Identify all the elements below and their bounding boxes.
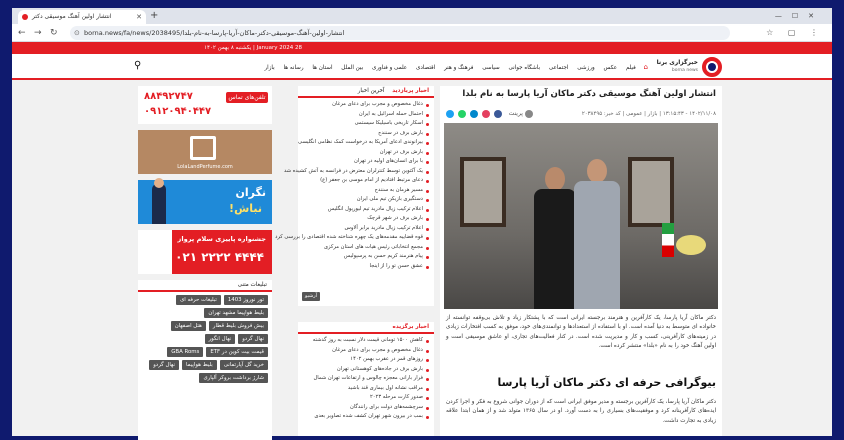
list-item[interactable]: عشق حسن تو را از اینجا (303, 262, 429, 272)
featured-news-box (298, 322, 434, 436)
featured-news-list (298, 334, 434, 422)
article-meta: ۱۴۰۲/۱۱/۰۸ - ۱۳:۱۵:۴۳ | بازار | عمومی | کد خبر: ۲۰۳۸۴۹۵ (581, 111, 716, 117)
instagram-icon[interactable] (482, 110, 490, 118)
insurance-ad-banner[interactable] (138, 180, 272, 224)
list-item[interactable]: بیرانوندی ادعای آمریکا به درخواست کمک نظامی انگلیسی (303, 138, 429, 148)
tab-latest[interactable]: آخرین اخبار (357, 88, 385, 94)
article (440, 86, 722, 436)
article-body: دکتر ماکان آریا پارسا، یک کارآفرین و هنرمند برجسته ایرانی است که با پشتکار زیاد و تلاش بی‌وقفه توانسته از خانواده ای متوسط به دنیا آمده است. او با استفاده از استعدادها و توانمندی‌های خود، موفق به کسب افتخارات زیادی در زمینه‌های کارآفرینی، کسب و کار و مدیریت شده است. در کنار فعالیت‌های تجاری، او عاشق موسیقی است و اولین آهنگ خود را به نام «بلدا» منتشر کرده است. (446, 315, 716, 350)
tour-ad-phone: ۰۲۱ ۲۲۲۲ ۴۴۴۴ (175, 250, 264, 264)
menu-item-film[interactable]: فیلم (625, 65, 636, 71)
list-item[interactable]: یک آکتوین توسط کنترلران معترض در فرانسه به آتش کشیده شد (303, 167, 429, 177)
article-bio-text: دکتر ماکان آریا پارسا، یک کارآفرین برجسته و مدیر موفق ایرانی است که از دوران جوانی شروع به فکر و اجرا کردن ایده‌های کارآفرینانه کرد و موفقیت‌های بسیاری را به دست آورد. او در سال ۱۳۶۵ متولد شد و از همان ابتدا علاقه زیادی به تجارت داشت. (446, 399, 716, 424)
archive-button[interactable]: آرشیو (302, 292, 320, 301)
address-bar (12, 24, 832, 42)
article-title: انتشار اولین آهنگ موسیقی دکتر ماکان آریا پارسا به نام بلدا (462, 89, 716, 99)
menu-item-youth[interactable]: باشگاه جوانی (508, 65, 541, 71)
reload-icon[interactable]: ↻ (50, 28, 58, 38)
text-ads-box (138, 280, 272, 440)
browser-tab[interactable] (18, 10, 146, 24)
tag-link[interactable]: تور نوروز 1403 (224, 295, 268, 305)
logo-mark-icon (702, 57, 722, 77)
list-item[interactable]: پیام هنرمند کریم حسن به پرسپولیس (303, 252, 429, 262)
home-icon[interactable]: ⌂ (643, 63, 648, 71)
site-info-icon[interactable]: ⊙ (74, 29, 80, 37)
tag-link[interactable]: نهال انگور (205, 334, 236, 344)
tab-title: انتشار اولین آهنگ موسیقی دکتر (32, 13, 112, 20)
popular-news-header (298, 86, 434, 98)
airline-logo-icon (138, 230, 172, 274)
back-icon[interactable]: ← (18, 28, 26, 38)
site-logo[interactable] (656, 56, 722, 78)
tag-link[interactable]: نهال گردو (238, 334, 268, 344)
url-input[interactable] (70, 26, 730, 40)
tag-link[interactable]: تبلیغات حرفه ای (176, 295, 221, 305)
list-item[interactable]: اعلام ترکیب زیال مادرید تیم لیورپول انگلیس (303, 205, 429, 215)
date-text: یکشنبه ۸ بهمن ۱۴۰۲ | January 2024 28 (204, 45, 302, 51)
ad-headline-1: نگران (235, 186, 266, 199)
menu-item-provinces[interactable]: استان ها (312, 65, 333, 71)
tour-ad-banner[interactable] (138, 230, 272, 274)
person-figure-icon (152, 184, 166, 224)
print-link[interactable]: پرینت (508, 110, 523, 117)
phone-ad-caption: تلفن‌های تماس (226, 92, 268, 103)
phone-ad-banner[interactable] (138, 86, 272, 124)
list-item[interactable]: روزهای قمر در عقرب بهمن ۱۴۰۲ (303, 355, 429, 365)
search-icon[interactable]: ⚲ (134, 60, 142, 71)
text-ads-title: تبلیغات متنی (138, 280, 272, 292)
ad-headline-2: نباش! (229, 202, 262, 215)
tag-link[interactable]: GBA Roms (167, 347, 203, 357)
list-item[interactable]: دستگیری بازیکن تیم ملی ایران (303, 195, 429, 205)
logo-subtitle: borna news (671, 68, 698, 73)
list-item[interactable]: صدور کارت مرحله ۲۰۲۳ (303, 393, 429, 403)
list-item[interactable]: احتمال حمله اسرائیل به ایران (303, 110, 429, 120)
site-header (12, 54, 832, 80)
ads-sidebar (138, 86, 274, 436)
list-item[interactable]: بارش برف در سنندج (303, 129, 429, 139)
list-item[interactable]: بارش برف در شهر قرچک (303, 214, 429, 224)
list-item[interactable]: با برای انسان‌های اولیه در تهران (303, 157, 429, 167)
facebook-icon[interactable] (494, 110, 502, 118)
menu-item-politics[interactable]: سیاسی (482, 65, 500, 71)
menu-item-photo[interactable]: عکس (603, 65, 618, 71)
news-sidebar (275, 86, 434, 436)
brand-logo-icon (190, 136, 216, 160)
perfume-ad-banner[interactable] (138, 130, 272, 174)
print-icon[interactable] (525, 110, 533, 118)
list-item[interactable]: بارش برف در جاده‌های کوهستانی تهران (303, 365, 429, 375)
list-item[interactable]: سرچشمه‌های دولت برای رانندگان (303, 403, 429, 413)
phone-number-1: ۸۸۴۹۲۷۴۷ (144, 91, 193, 102)
list-item[interactable]: مراقب نشانه اول بیماری قند باشید (303, 384, 429, 394)
toolbar-icons[interactable]: ☆ ▢ ⋮ (766, 28, 824, 37)
list-item[interactable]: ذغال مخصوص و مجرب برای دعای مرغان (303, 100, 429, 110)
menu-item-media[interactable]: رسانه ها (283, 65, 304, 71)
window-controls[interactable]: —☐✕ (774, 12, 824, 20)
menu-item-social[interactable]: اجتماعی (548, 65, 569, 71)
tag-link[interactable]: بیش فروش بلیط قطار (209, 321, 268, 331)
list-item[interactable]: مسیر هرمان به سنندج (303, 186, 429, 196)
tab-strip (12, 8, 832, 24)
list-item[interactable]: قوه قضاییه مقدمه‌های یک چهره شناخته شده اقتصادی را بررسی کرد (303, 233, 429, 243)
tab-popular[interactable]: اخبار پربازدید (392, 88, 429, 94)
list-item[interactable]: اعلام ترکیب زیال مادرید برابر آلاوس (303, 224, 429, 234)
featured-news-header (298, 322, 434, 334)
popular-news-list (275, 98, 434, 271)
site-favicon-icon (22, 14, 28, 20)
article-photo (444, 123, 718, 309)
menu-item-international[interactable]: بین الملل (341, 65, 364, 71)
share-bar (446, 108, 535, 120)
list-item[interactable]: ذغال مخصوص و مجرب برای دعای مرغان (303, 346, 429, 356)
browser-window (12, 8, 832, 436)
tag-link[interactable]: بلیط هواپیما (182, 360, 217, 370)
menu-item-science[interactable]: علمی و فناوری (371, 65, 408, 71)
web-page (12, 42, 832, 436)
tag-link[interactable]: شارژ برداشت بروکر آلپاری (199, 373, 268, 383)
tag-link[interactable]: نهال گردو (149, 360, 179, 370)
tag-link[interactable]: هتل اصفهان (171, 321, 206, 331)
tag-link[interactable]: بلیط هواپیما مشهد تهران (204, 308, 268, 318)
list-item[interactable]: مجمع انتخاباتی رئیس هیات های استان مرکزی (303, 243, 429, 253)
menu-item-economy[interactable]: اقتصادی (415, 65, 436, 71)
perfume-site-text: LolaLandPerfume.com (177, 164, 233, 170)
tour-ad-title: جشنواره پاییزی سلام پرواز (177, 235, 266, 243)
twitter-icon[interactable] (446, 110, 454, 118)
tag-cloud (138, 292, 272, 389)
list-item[interactable]: کاهش ۱۵۰۰ تومانی قیمت دلار نسبت به روز گذشته (303, 336, 429, 346)
featured-news-title: اخبار برگزیده (392, 324, 429, 330)
tag-link[interactable]: خرید گل آپارتمانی (220, 360, 268, 370)
list-item[interactable]: بارش برف در تهران (303, 148, 429, 158)
popular-news-box (275, 86, 434, 306)
menu-item-sport[interactable]: ورزشی (577, 65, 595, 71)
telegram-icon[interactable] (470, 110, 478, 118)
section-heading: بیوگرافی حرفه ای دکتر ماکان آریا پارسا (497, 376, 716, 389)
forward-icon[interactable]: → (34, 28, 42, 38)
phone-number-2: ۰۹۱۲۰۹۴۰۴۴۷ (144, 106, 212, 117)
list-item[interactable]: فرار بارانی معجزه چالوس و ارتفاعات تهران شمال (303, 374, 429, 384)
url-text: borna.news/fa/news/2038495/انتشار-اولین-آهنگ-موسیقی-دکتر-ماکان-آریا-پارسا-به-نام-بلدا (84, 29, 345, 37)
top-date-bar (12, 42, 832, 54)
menu-item-market[interactable]: بازار (264, 65, 275, 71)
logo-name: خبرگزاری برنا (656, 59, 698, 66)
menu-item-culture[interactable]: فرهنگ و هنر (444, 65, 474, 71)
close-tab-icon[interactable]: ✕ (136, 13, 142, 21)
list-item[interactable]: دعای مرتبط افتادیم از امام موسی بن جعفر (ع) (303, 176, 429, 186)
main-menu (258, 61, 648, 73)
new-tab-icon[interactable]: + (150, 10, 159, 21)
list-item[interactable]: بمب در بیرون شهر تهران کشف شده تصاویر بعدی (303, 412, 429, 422)
whatsapp-icon[interactable] (458, 110, 466, 118)
tag-link[interactable]: قیمت بیت کوین در ETF (206, 347, 268, 357)
list-item[interactable]: اسکار تاریخی باسیلیکا سیستمی (303, 119, 429, 129)
